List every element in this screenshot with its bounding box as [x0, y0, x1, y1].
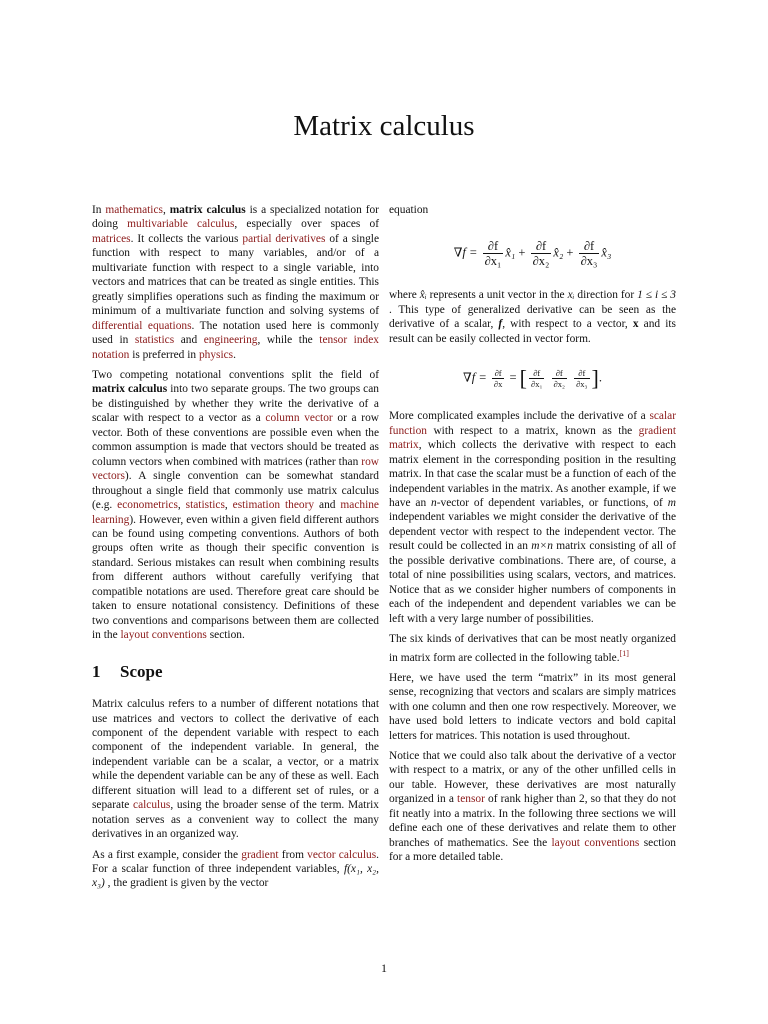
partial-fraction: $\frac{\partial f}{\text{∂x₂}}$	[532, 239, 550, 269]
unit-vector-paragraph: where x̂ᵢ represents a unit vector in the xᵢ direction for 1 ≤ i ≤ 3 . This type of generalized derivative can be seen as the derivative of a scalar, f, with respect to a vector, x and its result can be easily collected in vector form.	[389, 289, 676, 345]
link-estimation-theory[interactable]: estimation theory	[232, 499, 315, 512]
page-number: 1	[381, 961, 387, 975]
link-gradient[interactable]: gradient	[241, 848, 279, 861]
page-title: Matrix calculus	[293, 110, 475, 142]
partial-fraction: $\frac{\partial f}{\text{∂x₃}}$	[580, 239, 598, 269]
link-engineering[interactable]: engineering	[203, 334, 258, 347]
tensor-paragraph: Notice that we could also talk about the derivative of a vector with respect to a matrix, or any of the other unfilled cells in our table. However, these derivatives are most naturally organized in a tensor of rank higher than 2, so that they do not fit neatly into a matrix. In the following three sections we will define each one of these derivatives and relate them to other branches of mathematics. See the layout conventions section for a more detailed table.	[389, 750, 676, 864]
link-layout-conventions[interactable]: layout conventions	[551, 836, 640, 849]
link-machine-learning[interactable]: machine learning	[92, 499, 379, 526]
right-column	[389, 203, 676, 871]
partial-fraction: $\frac{\partial f}{\text{∂x₃}}$	[576, 368, 588, 390]
link-layout-conventions[interactable]: layout conventions	[120, 629, 207, 642]
link-scalar-function[interactable]: scalar function	[389, 410, 676, 437]
link-row-vectors[interactable]: row vectors	[92, 455, 379, 483]
reference-link[interactable]: [1]	[619, 648, 629, 658]
term-matrix-calculus: matrix calculus	[92, 383, 168, 396]
math-function: f(x₁, x₂, x₃)	[92, 863, 379, 890]
link-differential-equations[interactable]: differential equations	[92, 319, 192, 332]
term-matrix-calculus: matrix calculus	[169, 204, 246, 216]
complicated-examples-paragraph: More complicated examples include the derivative of a scalar function with respect to a matrix, known as the gradient matrix, which collects the derivative with respect to each matrix element in the corresponding position in the resulting matrix. In that case the scalar must be a function of each of the independent variables in the matrix. As another example, if we have an n-vector of dependent variables, or functions, of m independent variables we might consider the derivative of the dependent vector with respect to the independent vector. The result could be collected in an m×n matrix consisting of all of the possible derivative combinations. There are, of course, a total of nine possibilities using scalars, vectors, and matrices. Notice that as we consider higher numbers of components in each of the independent and dependent variables we can be left with a very large number of possibilities.	[389, 410, 677, 625]
partial-fraction: $\frac{\partial f}{\text{∂x₁}}$	[531, 368, 543, 390]
scope-paragraph: Matrix calculus refers to a number of different notations that use matrices and vectors to collect the derivative of each component of the dependent variable with respect to each component of the independent variable. In general, the independent variable can be a scalar, a vector, or a matrix while the dependent variable can be any of these as well. Each different situation will lead to a different set of rules, or a separate calculus, using the broader sense of the term. Matrix notation serves as a convenient way to collect the many derivatives in an organized way.	[92, 698, 379, 841]
link-gradient-matrix[interactable]: gradient matrix	[389, 424, 676, 452]
conventions-paragraph: Two competing notational conventions split the field of matrix calculus into two separate groups. The two groups can be distinguished by whether they write the derivative of a scalar with respect to a vector as a column vector or a row vector. Both of these conventions are possible even when the common assumption is made that vectors should be treated as column vectors when combined with matrices (rather than row vectors). A single convention can be somewhat standard throughout a single field that commonly use matrix calculus (e.g. econometrics, statistics, estimation theory and machine learning). However, even within a given field different authors can be found using competing conventions. Authors of both groups often write as though their specific convention is standard. Serious mistakes can result when combining results from different authors without carefully verifying that compatible notations are used. Therefore great care should be taken to ensure notational consistency. Definitions of these two conventions and comparisons between them are collected in the layout conventions section.	[92, 368, 379, 642]
vector-form-equation: ∇f = $\frac{\partial f}{\partial x}$ = [ $\frac{\partial f}{\text{∂x₁}}$ $\frac{\partial f}{\text{∂x₂}}$ $\frac{\partial f}{\text{∂x₃}}$ ].	[463, 365, 602, 391]
link-tensor-index-notation[interactable]: tensor index notation	[92, 334, 379, 361]
left-column	[92, 203, 379, 897]
matrix-term-paragraph: Here, we have used the term “matrix” in its most general sense, recognizing that vectors and scalars are simply matrices with one column and then one row respectively. Moreover, we have used bold letters to indicate vectors and bold capital letters for matrices. This notation is used throughout.	[389, 671, 676, 742]
link-statistics[interactable]: statistics	[185, 499, 225, 512]
link-vector-calculus[interactable]: vector calculus	[307, 848, 377, 861]
partial-fraction: $\frac{\partial f}{\partial x}$	[493, 368, 503, 390]
six-kinds-paragraph: The six kinds of derivatives that can be most neatly organized in matrix form are collected in the following table.[1]	[389, 633, 676, 664]
link-econometrics[interactable]: econometrics	[117, 499, 178, 512]
link-mathematics[interactable]: mathematics	[105, 204, 163, 216]
equation-label: equation	[389, 204, 429, 216]
link-statistics[interactable]: statistics	[134, 334, 175, 347]
link-column-vector[interactable]: column vector	[265, 412, 333, 425]
link-physics[interactable]: physics	[198, 348, 234, 361]
link-tensor[interactable]: tensor	[457, 793, 485, 806]
section-title: Scope	[120, 661, 163, 681]
intro-paragraph: In mathematics, matrix calculus is a specialized notation for doing multivariable calculus, especially over spaces of matrices. It collects the various partial derivatives of a single function with respect to many variables, and/or of a multivariate function with respect to a single variable, into vectors and matrices that can be treated as single entities. This greatly simplifies operations such as finding the maximum or minimum of a multivariate function and solving systems of differential equations. The notation used here is commonly used in statistics and engineering, while the tensor index notation is preferred in physics.	[92, 204, 380, 361]
link-multivariable-calculus[interactable]: multivariable calculus	[127, 218, 235, 231]
gradient-equation: ∇f = $\frac{\partial f}{\text{∂x₁}}$ x̂₁ + $\frac{\partial f}{\text{∂x₂}}$ x̂₂ + $\frac{\partial f}{\text{∂x₃}}$ x̂₃	[453, 239, 612, 269]
first-example-paragraph: As a first example, consider the gradient from vector calculus. For a scalar function of three independent variables, f(x₁, x₂, x₃) , the gradient is given by the vector	[92, 848, 379, 890]
partial-fraction: $\frac{\partial f}{\text{∂x₁}}$	[484, 239, 502, 269]
link-calculus[interactable]: calculus	[133, 799, 171, 812]
section-number: 1	[92, 661, 101, 681]
link-matrices[interactable]: matrices	[92, 232, 131, 245]
partial-fraction: $\frac{\partial f}{\text{∂x₂}}$	[553, 368, 565, 390]
section-heading-scope	[92, 661, 379, 681]
link-partial-derivatives[interactable]: partial derivatives	[242, 232, 326, 245]
